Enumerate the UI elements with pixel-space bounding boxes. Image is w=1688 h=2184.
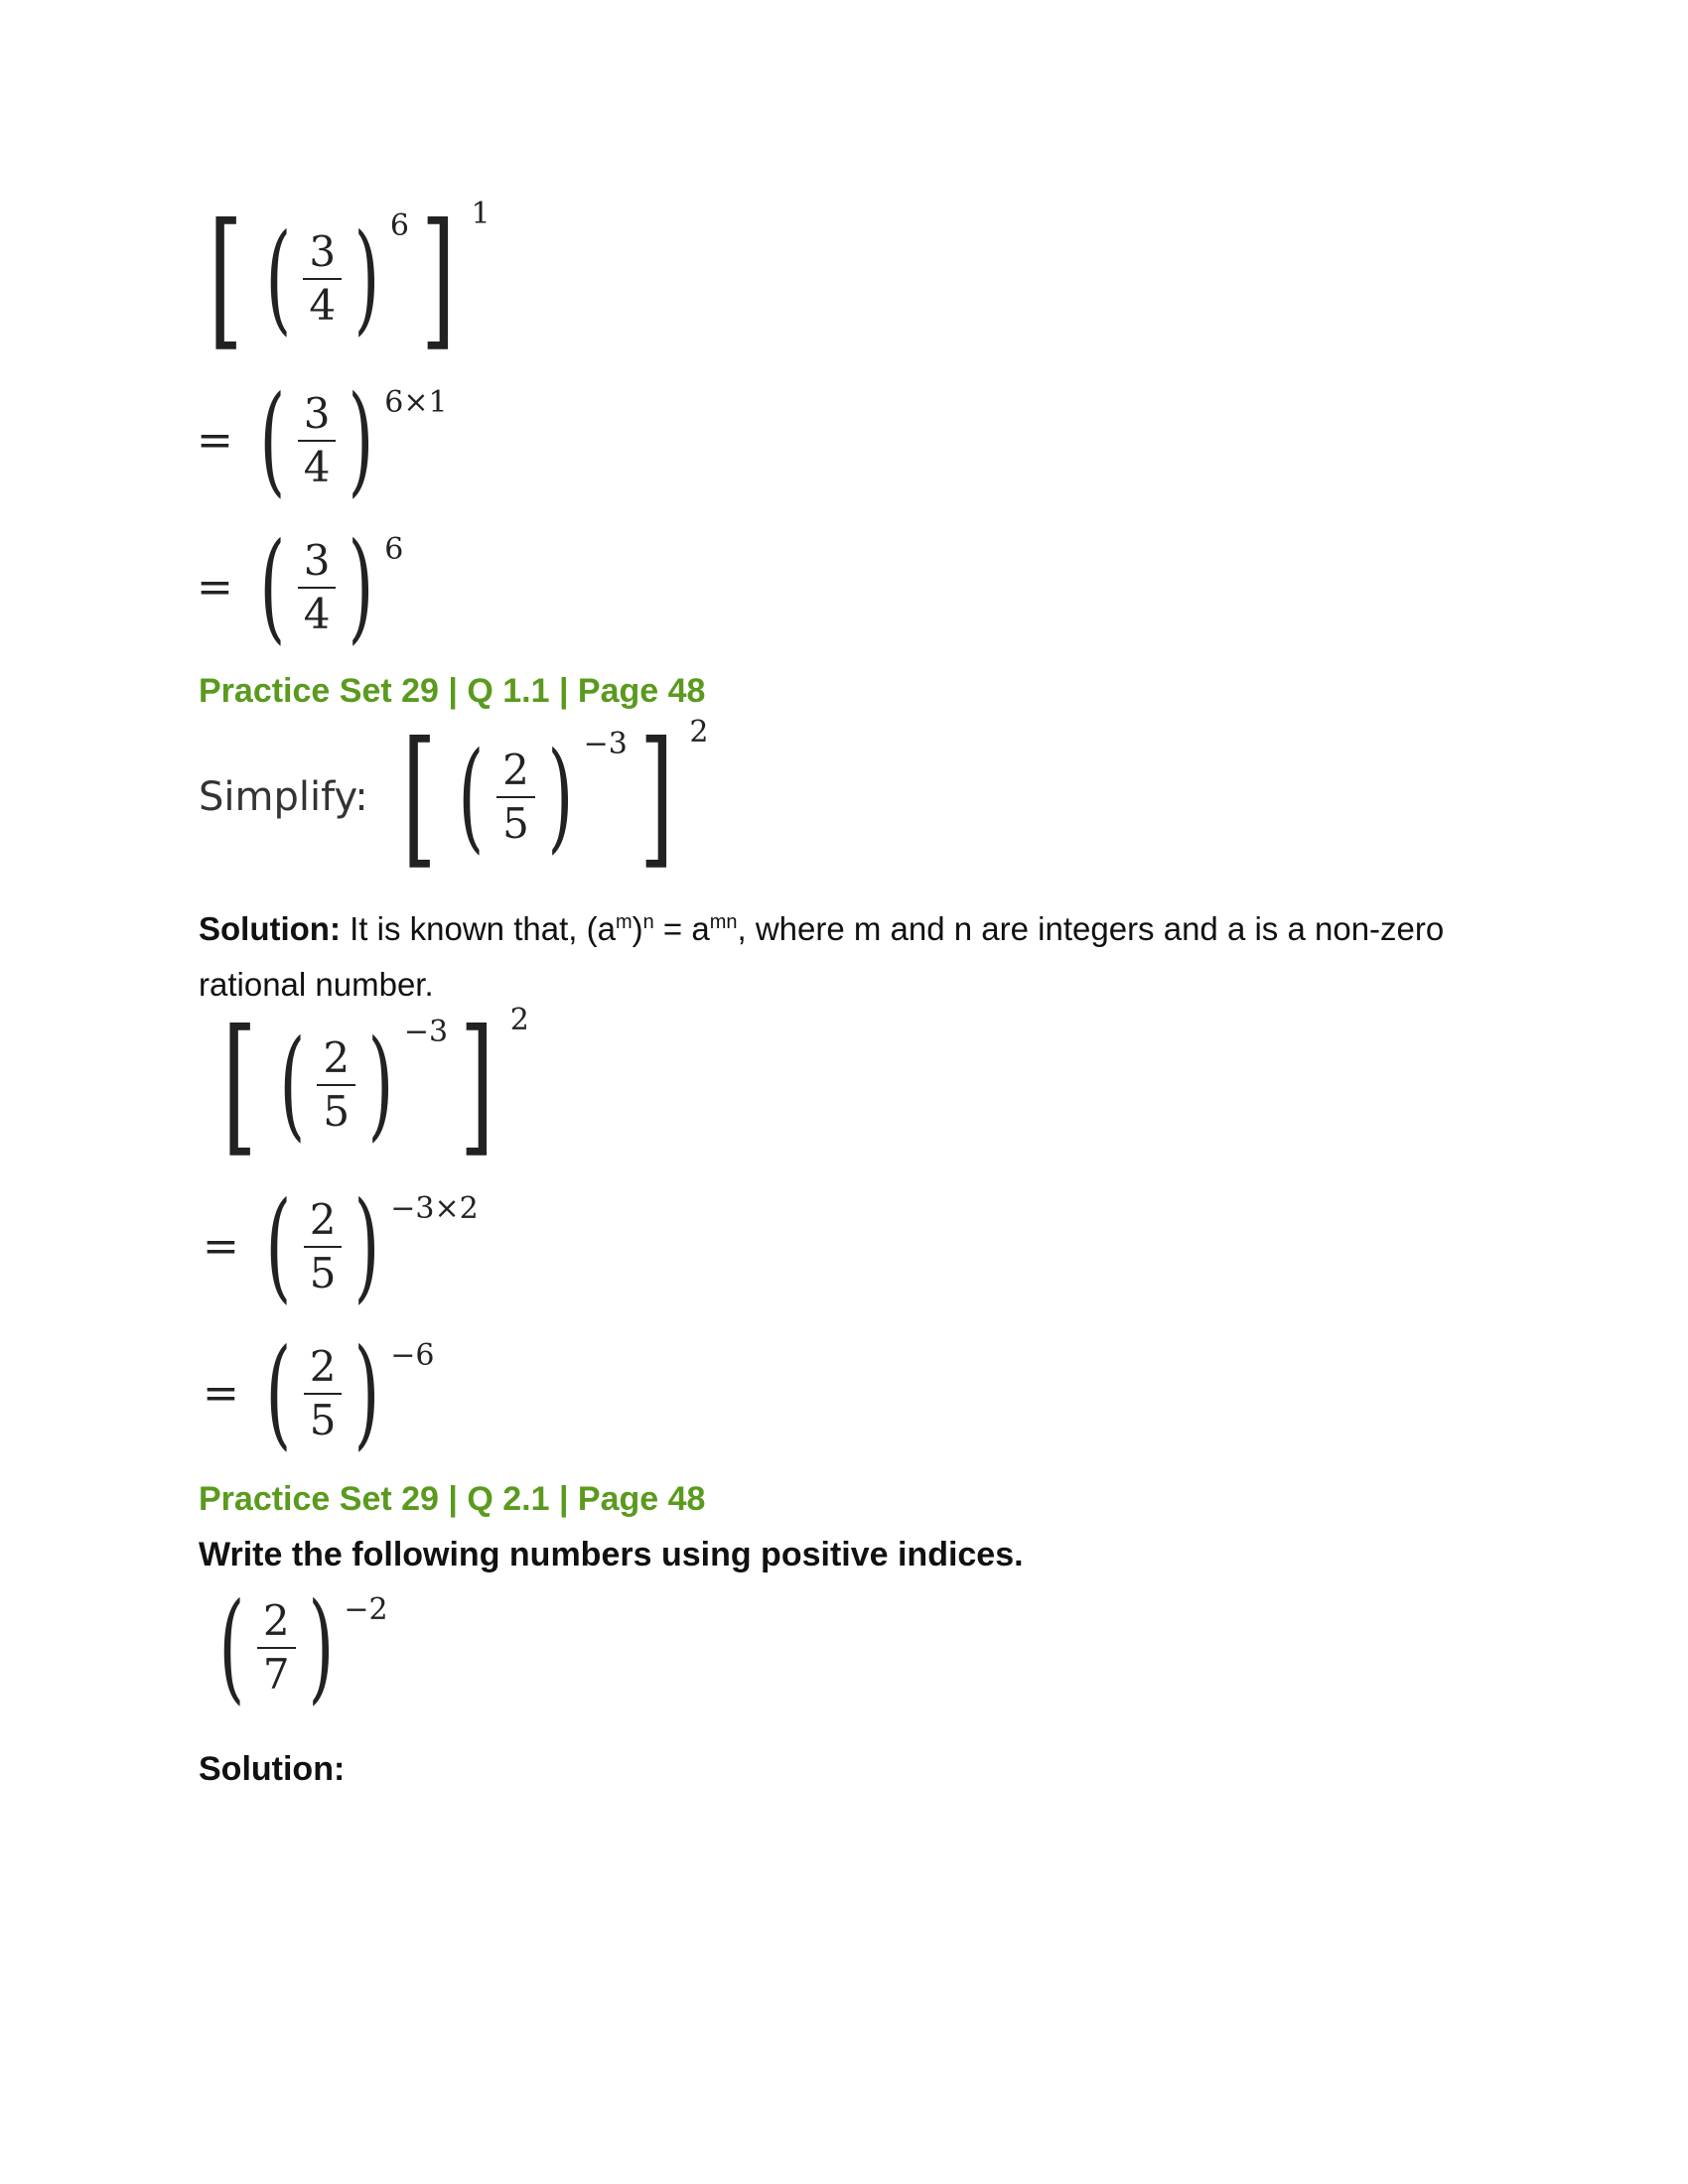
numerator: 2 [317, 1036, 355, 1086]
section2-expression [209, 1578, 388, 1716]
denominator: 5 [502, 799, 529, 848]
exponent: 6 [384, 532, 404, 567]
equals-sign: = [197, 415, 233, 466]
outer-exponent: 2 [689, 715, 709, 750]
numerator: 2 [304, 1345, 343, 1395]
fraction [304, 1194, 343, 1297]
left-paren: ( [265, 1177, 292, 1315]
right-paren: ) [353, 209, 380, 347]
left-paren: ( [265, 209, 291, 347]
simplify-question [199, 711, 709, 884]
solution-text-d: , where m and n are integers and a is a non-zero [737, 910, 1445, 947]
superscript-n: n [642, 911, 654, 933]
right-bracket: ] [420, 193, 456, 365]
fraction [304, 1341, 343, 1444]
section1-heading: Practice Set 29 | Q 1.1 | Page 48 [199, 672, 706, 710]
expr1-line3 [197, 518, 404, 656]
work-line1 [211, 999, 529, 1171]
equals-sign: = [203, 1221, 239, 1272]
outer-exponent: 2 [509, 1003, 529, 1037]
left-paren: ( [265, 1324, 292, 1462]
numerator: 3 [303, 230, 342, 280]
equals-sign: = [203, 1368, 239, 1419]
work-line3 [203, 1324, 435, 1462]
right-paren: ) [353, 1324, 380, 1462]
numerator: 3 [298, 539, 337, 589]
expr1-line2 [197, 371, 448, 509]
outer-exponent: 1 [471, 197, 491, 231]
denominator: 4 [309, 281, 337, 330]
denominator: 7 [262, 1650, 290, 1699]
numerator: 2 [257, 1599, 296, 1649]
right-paren: ) [547, 728, 574, 866]
work-line2 [203, 1177, 479, 1315]
section2-solution-label: Solution: [199, 1750, 346, 1788]
fraction [298, 535, 337, 638]
left-bracket: [ [401, 711, 437, 884]
solution-label: Solution: [199, 910, 341, 947]
fraction [257, 1595, 296, 1699]
exponent: −2 [344, 1592, 388, 1627]
solution-paragraph [199, 901, 1509, 1013]
superscript-m: m [615, 911, 633, 933]
superscript-mn: mn [709, 911, 738, 933]
left-paren: ( [259, 518, 286, 656]
left-bracket: [ [208, 193, 243, 365]
inner-exponent: −3 [403, 1015, 449, 1049]
left-bracket: [ [221, 999, 257, 1171]
left-paren: ( [458, 728, 485, 866]
inner-exponent: 6 [389, 208, 410, 243]
numerator: 3 [298, 392, 337, 442]
denominator: 4 [303, 590, 331, 638]
expr1-line1 [197, 193, 491, 365]
right-paren: ) [367, 1016, 394, 1154]
solution-text-a: It is known that, (a [340, 910, 616, 947]
left-paren: ( [279, 1016, 305, 1154]
denominator: 5 [323, 1087, 351, 1136]
solution-text-b: ) [632, 910, 643, 947]
inner-exponent: −3 [583, 727, 628, 761]
left-paren: ( [218, 1578, 245, 1716]
right-paren: ) [308, 1578, 334, 1716]
section2-question: Write the following numbers using positive indices. [199, 1536, 1024, 1573]
solution-line2: rational number. [199, 966, 434, 1003]
right-paren: ) [353, 1177, 380, 1315]
fraction [303, 226, 342, 330]
solution-line1 [199, 901, 1509, 957]
denominator: 4 [303, 443, 331, 491]
right-paren: ) [348, 371, 374, 509]
equals-sign: = [197, 562, 233, 613]
fraction [496, 745, 535, 848]
fraction [298, 388, 337, 491]
solution-text-c: = a [653, 910, 710, 947]
exponent: −6 [390, 1338, 435, 1373]
right-bracket: ] [638, 711, 674, 884]
left-paren: ( [259, 371, 286, 509]
exponent: −3×2 [390, 1191, 479, 1226]
numerator: 2 [304, 1198, 343, 1248]
numerator: 2 [496, 749, 535, 798]
fraction [317, 1032, 355, 1136]
denominator: 5 [309, 1396, 337, 1444]
simplify-label: Simplify: [199, 774, 368, 820]
exponent: 6×1 [384, 385, 448, 420]
right-bracket: ] [459, 999, 494, 1171]
section2-heading: Practice Set 29 | Q 2.1 | Page 48 [199, 1480, 706, 1518]
right-paren: ) [348, 518, 374, 656]
denominator: 5 [309, 1249, 337, 1297]
